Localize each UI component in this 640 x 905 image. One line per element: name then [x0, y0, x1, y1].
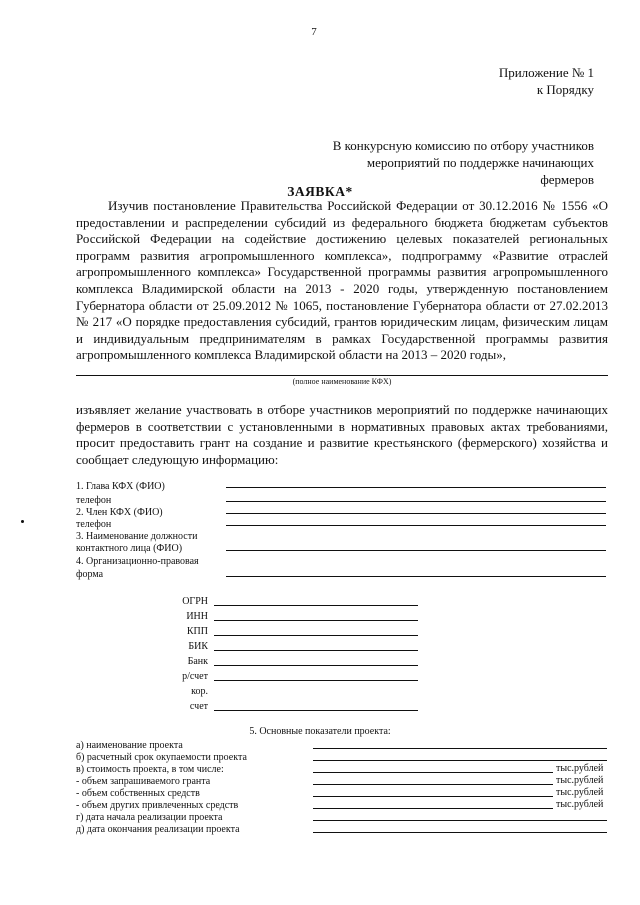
kpp-input-line[interactable]: [214, 635, 418, 636]
kpp-label: КПП: [186, 626, 208, 637]
corr-account-label-1: кор.: [191, 686, 208, 697]
grant-amount-label: - объем запрашиваемого гранта: [76, 776, 211, 787]
start-date-input-line[interactable]: [313, 820, 607, 821]
own-funds-input-line[interactable]: [313, 796, 553, 797]
appendix-line-2: к Порядку: [536, 82, 594, 97]
head-phone-label: телефон: [76, 495, 112, 506]
addressee-block: [333, 137, 594, 188]
addressee-line-3: фермеров: [540, 172, 594, 187]
contact-input-line[interactable]: [226, 550, 606, 551]
project-name-label: а) наименование проекта: [76, 740, 183, 751]
document-title: ЗАЯВКА*: [287, 184, 353, 199]
addressee-line-2: мероприятий по поддержке начинающих: [366, 155, 594, 170]
addressee-line-1: В конкурсную комиссию по отбору участников: [332, 138, 594, 153]
bik-input-line[interactable]: [214, 650, 418, 651]
account-label: р/счет: [182, 671, 208, 682]
member-input-line[interactable]: [226, 513, 606, 514]
appendix-header: [499, 64, 594, 98]
contact-label-2: контактного лица (ФИО): [76, 543, 183, 554]
corr-account-label-2: счет: [189, 701, 208, 712]
head-label: 1. Глава КФХ (ФИО): [76, 481, 165, 492]
other-funds-label: - объем других привлеченных средств: [76, 800, 239, 811]
end-date-label: д) дата окончания реализации проекта: [76, 824, 240, 835]
payback-input-line[interactable]: [313, 760, 607, 761]
inn-input-line[interactable]: [214, 620, 418, 621]
intro-paragraph: Изучив постановление Правительства Российской Федерации от 30.12.2016 № 1556 «О предоставлении и распределении субсидий из федерального бюджета бюджетам субъектов Российской Федерации на содействие достижению целевых показателей региональных программ развития агропромышленного комплекса», подпрограмму «Развитие отраслей агропромышленного комплекса» Государственной программы развития агропромышленного комплекса Владимирской области на 2013 - 2020 годы, утвержденную постановлением Губернатора области от 25.09.2012 № 1065, постановление Губернатора области от 27.02.2013 № 217 «О порядке предоставления субсидий, грантов юридическим лицам, физическим лицам и индивидуальным предпринимателям в рамках Государственной программы развития агропромышленного комплекса Владимирской области на 2013 – 2020 годы»,: [76, 198, 608, 363]
section-5-title: 5. Основные показатели проекта:: [249, 726, 391, 737]
fullname-input-line[interactable]: [76, 375, 608, 376]
account-input-line[interactable]: [214, 680, 418, 681]
other-funds-unit: тыс.рублей: [556, 799, 604, 810]
end-date-input-line[interactable]: [313, 832, 607, 833]
start-date-label: г) дата начала реализации проекта: [76, 812, 223, 823]
bank-input-line[interactable]: [214, 665, 418, 666]
payback-label: б) расчетный срок окупаемости проекта: [76, 752, 247, 763]
own-funds-label: - объем собственных средств: [76, 788, 200, 799]
legal-form-label-1: 4. Организационно-правовая: [76, 556, 199, 567]
grant-amount-input-line[interactable]: [313, 784, 553, 785]
corr-account-input-line[interactable]: [214, 710, 418, 711]
page-number: 7: [311, 26, 317, 38]
bik-label: БИК: [188, 641, 208, 652]
ogrn-input-line[interactable]: [214, 605, 418, 606]
contact-label-1: 3. Наименование должности: [76, 531, 198, 542]
grant-amount-unit: тыс.рублей: [556, 775, 604, 786]
project-cost-label: в) стоимость проекта, в том числе:: [76, 764, 224, 775]
appendix-line-1: Приложение № 1: [498, 65, 594, 80]
legal-form-label-2: форма: [76, 569, 104, 580]
other-funds-input-line[interactable]: [313, 808, 553, 809]
member-phone-input-line[interactable]: [226, 525, 606, 526]
fullname-caption: (полное наименование КФХ): [292, 377, 392, 386]
ogrn-label: ОГРН: [182, 596, 208, 607]
head-phone-input-line[interactable]: [226, 501, 606, 502]
project-cost-input-line[interactable]: [313, 772, 553, 773]
legal-form-input-line[interactable]: [226, 576, 606, 577]
own-funds-unit: тыс.рублей: [556, 787, 604, 798]
declaration-paragraph: изъявляет желание участвовать в отборе участников мероприятий по поддержке начинающих фермеров в соответствии с установленными в нормативных правовых актах требованиями, просит предоставить грант на создание и развитие крестьянского (фермерского) хозяйства и сообщает следующую информацию:: [76, 402, 608, 467]
member-label: 2. Член КФХ (ФИО): [76, 507, 163, 518]
bank-label: Банк: [187, 656, 208, 667]
member-phone-label: телефон: [76, 519, 112, 530]
project-name-input-line[interactable]: [313, 748, 607, 749]
head-input-line[interactable]: [226, 487, 606, 488]
inn-label: ИНН: [186, 611, 208, 622]
margin-dot: [21, 520, 24, 523]
project-cost-unit: тыс.рублей: [556, 763, 604, 774]
